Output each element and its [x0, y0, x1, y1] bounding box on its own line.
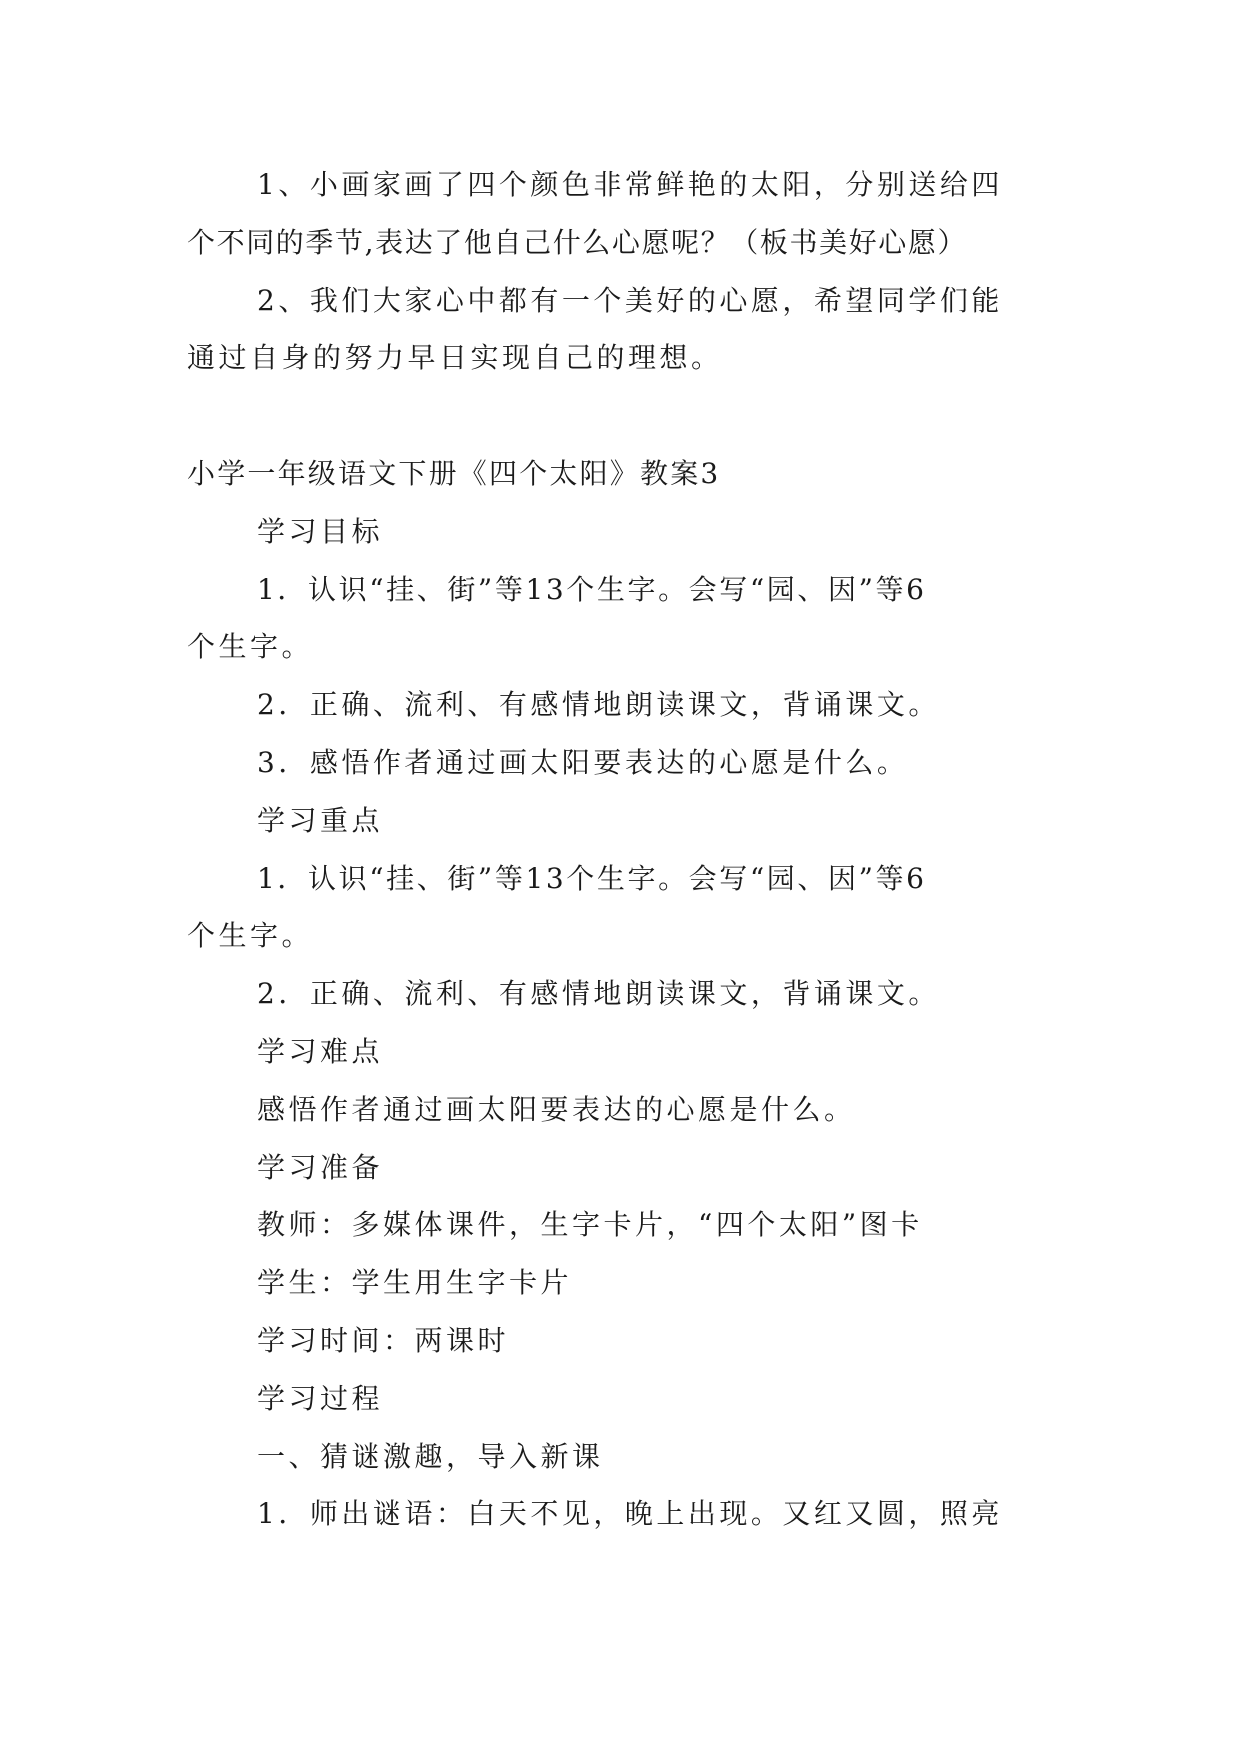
- goals-heading: 学习目标: [257, 515, 384, 548]
- process-heading: 学习过程: [257, 1382, 384, 1415]
- process-step-1: 一、猜谜激趣，导入新课: [257, 1440, 604, 1473]
- key-points-heading: 学习重点: [257, 804, 384, 837]
- preparation-teacher: 教师：多媒体课件，生字卡片，“四个太阳”图卡: [257, 1208, 923, 1241]
- paragraph-1-line-1: 1、小画家画了四个颜色非常鲜艳的太阳，分别送给四: [257, 168, 1003, 201]
- preparation-heading: 学习准备: [257, 1151, 384, 1184]
- difficulty-heading: 学习难点: [257, 1035, 384, 1068]
- study-time: 学习时间：两课时: [257, 1324, 510, 1357]
- preparation-student: 学生：学生用生字卡片: [257, 1266, 573, 1299]
- key-points-item-1-line-2: 个生字。: [187, 919, 314, 952]
- goals-item-3: 3．感悟作者通过画太阳要表达的心愿是什么。: [257, 746, 909, 779]
- section-title: 小学一年级语文下册《四个太阳》教案3: [187, 457, 721, 490]
- goals-item-1-line-1: 1．认识“挂、街”等13个生字。会写“园、因”等6: [257, 573, 927, 606]
- process-step-1-item-1: 1．师出谜语：白天不见，晚上出现。又红又圆，照亮: [257, 1497, 1003, 1530]
- key-points-item-1-line-1: 1．认识“挂、街”等13个生字。会写“园、因”等6: [257, 862, 927, 895]
- goals-item-1-line-2: 个生字。: [187, 630, 314, 663]
- difficulty-text: 感悟作者通过画太阳要表达的心愿是什么。: [257, 1093, 856, 1126]
- goals-item-2: 2．正确、流利、有感情地朗读课文，背诵课文。: [257, 688, 940, 721]
- paragraph-1-line-2: 个不同的季节,表达了他自己什么心愿呢？（板书美好心愿）: [187, 226, 968, 259]
- key-points-item-2: 2．正确、流利、有感情地朗读课文，背诵课文。: [257, 977, 940, 1010]
- paragraph-2-line-1: 2、我们大家心中都有一个美好的心愿，希望同学们能: [257, 284, 1003, 317]
- paragraph-2-line-2: 通过自身的努力早日实现自己的理想。: [187, 341, 723, 374]
